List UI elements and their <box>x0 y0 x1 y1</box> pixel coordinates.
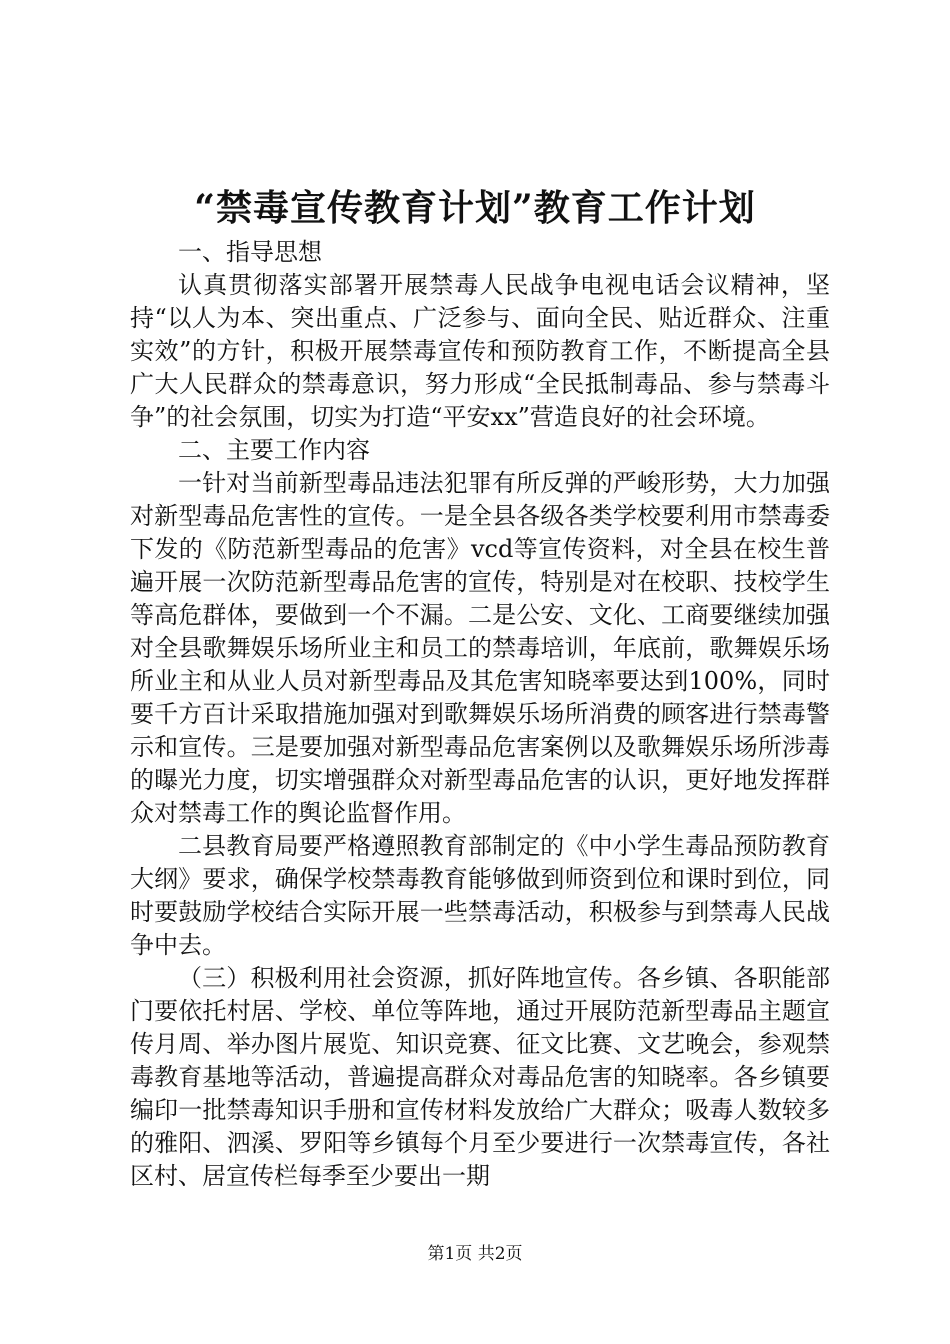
paragraph-social-resources: （三）积极利用社会资源，抓好阵地宣传。各乡镇、各职能部门要依托村居、学校、单位等阵地，通过开展防范新型毒品主题宣传月周、举办图片展览、知识竞赛、征文比赛、文艺晚会，参观禁毒教育基地等活动，普遍提高群众对毒品危害的知晓率。各乡镇要编印一批禁毒知识手册和宣传材料发放给广大群众；吸毒人数较多的雅阳、泗溪、罗阳等乡镇每个月至少要进行一次禁毒宣传，各社区村、居宣传栏每季至少要出一期 <box>130 964 830 1190</box>
section-heading-guiding-thought: 一、指导思想 <box>178 238 322 266</box>
document-body <box>130 236 830 1193</box>
page-number: 第1页 共2页 <box>427 1244 523 1264</box>
paragraph-education-bureau: 二县教育局要严格遵照教育部制定的《中小学生毒品预防教育大纲》要求，确保学校禁毒教育能够做到师资到位和课时到位，同时要鼓励学校结合实际开展一些禁毒活动，积极参与到禁毒人民战争中去。 <box>130 832 830 959</box>
paragraph-new-drugs-publicity: 一针对当前新型毒品违法犯罪有所反弹的严峻形势，大力加强对新型毒品危害性的宣传。一是全县各级各类学校要利用市禁毒委下发的《防范新型毒品的危害》vcd等宣传资料，对全县在校生普遍开展一次防范新型毒品危害的宣传，特别是对在校职、技校学生等高危群体，要做到一个不漏。二是公安、文化、工商要继续加强对全县歌舞娱乐场所业主和员工的禁毒培训，年底前，歌舞娱乐场所业主和从业人员对新型毒品及其危害知晓率要达到100%，同时要千方百计采取措施加强对到歌舞娱乐场所消费的顾客进行禁毒警示和宣传。三是要加强对新型毒品危害案例以及歌舞娱乐场所涉毒的曝光力度，切实增强群众对新型毒品危害的认识，更好地发挥群众对禁毒工作的舆论监督作用。 <box>130 469 830 827</box>
document-title: “禁毒宣传教育计划”教育工作计划 <box>194 187 756 229</box>
section-heading-main-work: 二、主要工作内容 <box>178 436 370 464</box>
paragraph-guiding-thought: 认真贯彻落实部署开展禁毒人民战争电视电话会议精神，坚持“以人为本、突出重点、广泛参与、面向全民、贴近群众、注重实效”的方针，积极开展禁毒宣传和预防教育工作，不断提高全县广大人民群众的禁毒意识，努力形成“全民抵制毒品、参与禁毒斗争”的社会氛围，切实为打造“平安xx”营造良好的社会环境。 <box>130 271 830 431</box>
